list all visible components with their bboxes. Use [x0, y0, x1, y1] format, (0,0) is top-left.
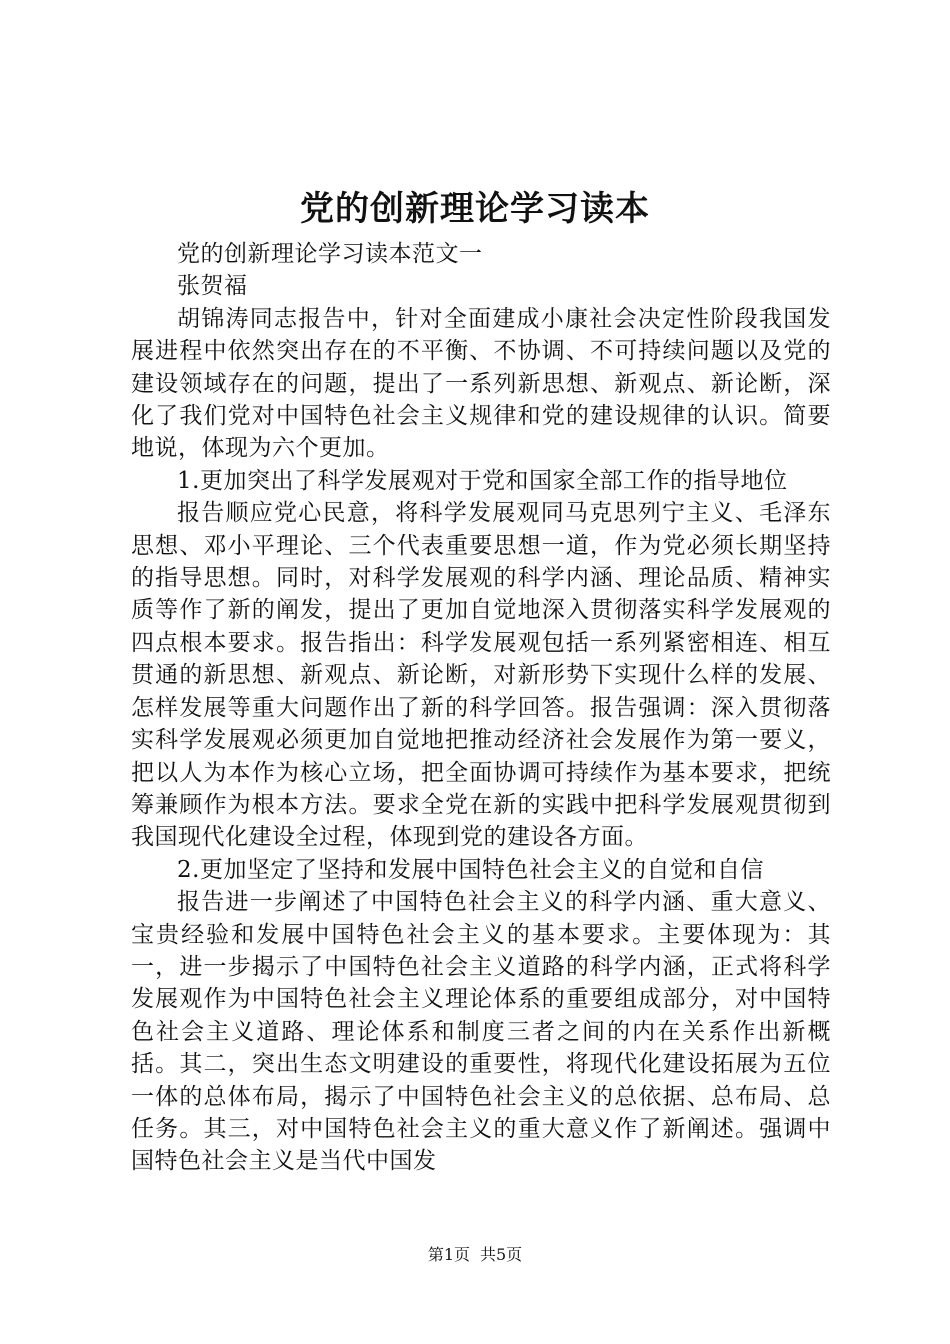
body-paragraph: 胡锦涛同志报告中，针对全面建成小康社会决定性阶段我国发展进程中依然突出存在的不平衡、不协调、不可持续问题以及党的建设领域存在的问题，提出了一系列新思想、新观点、新论断，深化了我们党对中国特色社会主义规律和党的建设规律的认识。简要地说，体现为六个更加。 — [131, 305, 831, 462]
document-title: 党的创新理论学习读本 — [300, 189, 650, 229]
page-footer — [0, 1244, 950, 1266]
document-author: 张贺福 — [177, 273, 248, 300]
section-heading-2: 2.更加坚定了坚持和发展中国特色社会主义的自觉和自信 — [177, 856, 764, 883]
document-subtitle: 党的创新理论学习读本范文一 — [177, 241, 483, 267]
body-paragraph: 报告进一步阐述了中国特色社会主义的科学内涵、重大意义、宝贵经验和发展中国特色社会主义的基本要求。主要体现为：其一，进一步揭示了中国特色社会主义道路的科学内涵，正式将科学发展观作为中国特色社会主义理论体系的重要组成部分，对中国特色社会主义道路、理论体系和制度三者之间的内在关系作出新概括。其二，突出生态文明建设的重要性，将现代化建设拓展为五位一体的总体布局，揭示了中国特色社会主义的总依据、总布局、总任务。其三，对中国特色社会主义的重大意义作了新阐述。强调中国特色社会主义是当代中国发 — [131, 889, 831, 1175]
section-heading-1: 1.更加突出了科学发展观对于党和国家全部工作的指导地位 — [177, 467, 788, 494]
page-total: 共5页 — [480, 1245, 523, 1264]
body-paragraph: 报告顺应党心民意，将科学发展观同马克思列宁主义、毛泽东思想、邓小平理论、三个代表重要思想一道，作为党必须长期坚持的指导思想。同时，对科学发展观的科学内涵、理论品质、精神实质等作了新的阐发，提出了更加自觉地深入贯彻落实科学发展观的四点根本要求。报告指出：科学发展观包括一系列紧密相连、相互贯通的新思想、新观点、新论断，对新形势下实现什么样的发展、怎样发展等重大问题作出了新的科学回答。报告强调：深入贯彻落实科学发展观必须更加自觉地把推动经济社会发展作为第一要义，把以人为本作为核心立场，把全面协调可持续作为基本要求，把统筹兼顾作为根本方法。要求全党在新的实践中把科学发展观贯彻到我国现代化建设全过程，体现到党的建设各方面。 — [131, 500, 831, 851]
document-body — [131, 238, 831, 1178]
page-number: 第1页 — [427, 1245, 470, 1264]
